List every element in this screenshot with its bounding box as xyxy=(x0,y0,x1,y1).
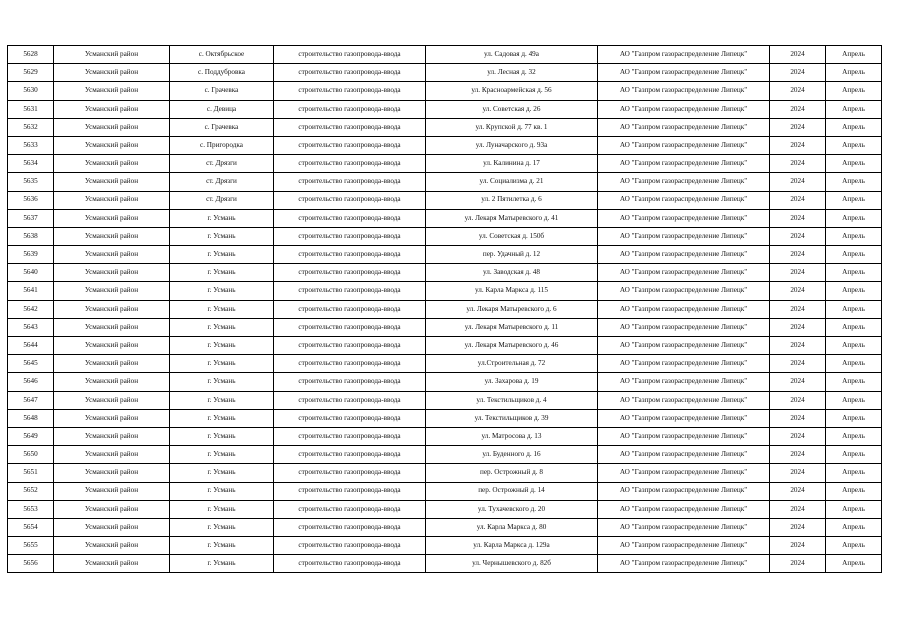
table-row xyxy=(8,100,882,118)
table-row xyxy=(8,173,882,191)
month-cell: Апрель xyxy=(826,173,882,191)
table-row xyxy=(8,118,882,136)
table-row xyxy=(8,318,882,336)
address-cell: ул. Тухачевского д. 20 xyxy=(426,500,598,518)
district-cell: Усманский район xyxy=(54,537,170,555)
work-type-cell: строительство газопровода-ввода xyxy=(274,537,426,555)
row-number-cell: 5651 xyxy=(8,464,54,482)
settlement-cell: г. Усмань xyxy=(170,300,274,318)
district-cell: Усманский район xyxy=(54,446,170,464)
row-number-cell: 5654 xyxy=(8,518,54,536)
month-cell: Апрель xyxy=(826,500,882,518)
month-cell: Апрель xyxy=(826,100,882,118)
table-row xyxy=(8,46,882,64)
work-type-cell: строительство газопровода-ввода xyxy=(274,282,426,300)
work-type-cell: строительство газопровода-ввода xyxy=(274,464,426,482)
district-cell: Усманский район xyxy=(54,46,170,64)
district-cell: Усманский район xyxy=(54,155,170,173)
settlement-cell: с. Грачевка xyxy=(170,118,274,136)
row-number-cell: 5655 xyxy=(8,537,54,555)
work-type-cell: строительство газопровода-ввода xyxy=(274,191,426,209)
address-cell: ул. Буденного д. 16 xyxy=(426,446,598,464)
work-type-cell: строительство газопровода-ввода xyxy=(274,100,426,118)
month-cell: Апрель xyxy=(826,355,882,373)
settlement-cell: г. Усмань xyxy=(170,500,274,518)
table-row xyxy=(8,209,882,227)
table-row xyxy=(8,300,882,318)
organization-cell: АО "Газпром газораспределение Липецк" xyxy=(598,464,770,482)
settlement-cell: г. Усмань xyxy=(170,464,274,482)
address-cell: ул. Матросова д. 13 xyxy=(426,427,598,445)
work-type-cell: строительство газопровода-ввода xyxy=(274,318,426,336)
month-cell: Апрель xyxy=(826,318,882,336)
work-type-cell: строительство газопровода-ввода xyxy=(274,173,426,191)
table-row xyxy=(8,391,882,409)
organization-cell: АО "Газпром газораспределение Липецк" xyxy=(598,518,770,536)
year-cell: 2024 xyxy=(770,282,826,300)
year-cell: 2024 xyxy=(770,427,826,445)
organization-cell: АО "Газпром газораспределение Липецк" xyxy=(598,373,770,391)
organization-cell: АО "Газпром газораспределение Липецк" xyxy=(598,500,770,518)
row-number-cell: 5650 xyxy=(8,446,54,464)
table-row xyxy=(8,537,882,555)
month-cell: Апрель xyxy=(826,82,882,100)
organization-cell: АО "Газпром газораспределение Липецк" xyxy=(598,427,770,445)
district-cell: Усманский район xyxy=(54,373,170,391)
settlement-cell: г. Усмань xyxy=(170,537,274,555)
district-cell: Усманский район xyxy=(54,282,170,300)
organization-cell: АО "Газпром газораспределение Липецк" xyxy=(598,537,770,555)
month-cell: Апрель xyxy=(826,155,882,173)
organization-cell: АО "Газпром газораспределение Липецк" xyxy=(598,264,770,282)
district-cell: Усманский район xyxy=(54,555,170,573)
table-row xyxy=(8,227,882,245)
settlement-cell: ст. Дрязги xyxy=(170,191,274,209)
work-type-cell: строительство газопровода-ввода xyxy=(274,46,426,64)
district-cell: Усманский район xyxy=(54,227,170,245)
row-number-cell: 5630 xyxy=(8,82,54,100)
month-cell: Апрель xyxy=(826,555,882,573)
month-cell: Апрель xyxy=(826,409,882,427)
work-type-cell: строительство газопровода-ввода xyxy=(274,409,426,427)
row-number-cell: 5637 xyxy=(8,209,54,227)
work-type-cell: строительство газопровода-ввода xyxy=(274,118,426,136)
organization-cell: АО "Газпром газораспределение Липецк" xyxy=(598,446,770,464)
settlement-cell: г. Усмань xyxy=(170,555,274,573)
address-cell: ул. Социализма д. 21 xyxy=(426,173,598,191)
address-cell: ул. Лесная д. 32 xyxy=(426,64,598,82)
settlement-cell: г. Усмань xyxy=(170,264,274,282)
address-cell: ул. Заводская д. 48 xyxy=(426,264,598,282)
row-number-cell: 5646 xyxy=(8,373,54,391)
year-cell: 2024 xyxy=(770,500,826,518)
settlement-cell: ст. Дрязги xyxy=(170,155,274,173)
year-cell: 2024 xyxy=(770,464,826,482)
work-type-cell: строительство газопровода-ввода xyxy=(274,155,426,173)
district-cell: Усманский район xyxy=(54,355,170,373)
settlement-cell: г. Усмань xyxy=(170,282,274,300)
row-number-cell: 5633 xyxy=(8,136,54,154)
month-cell: Апрель xyxy=(826,46,882,64)
row-number-cell: 5643 xyxy=(8,318,54,336)
work-type-cell: строительство газопровода-ввода xyxy=(274,136,426,154)
row-number-cell: 5647 xyxy=(8,391,54,409)
district-cell: Усманский район xyxy=(54,136,170,154)
gasification-schedule-table xyxy=(7,45,882,573)
settlement-cell: г. Усмань xyxy=(170,409,274,427)
organization-cell: АО "Газпром газораспределение Липецк" xyxy=(598,355,770,373)
settlement-cell: г. Усмань xyxy=(170,227,274,245)
year-cell: 2024 xyxy=(770,246,826,264)
organization-cell: АО "Газпром газораспределение Липецк" xyxy=(598,118,770,136)
address-cell: ул. Карла Маркса д. 80 xyxy=(426,518,598,536)
organization-cell: АО "Газпром газораспределение Липецк" xyxy=(598,318,770,336)
row-number-cell: 5645 xyxy=(8,355,54,373)
table-row xyxy=(8,500,882,518)
table-row xyxy=(8,464,882,482)
year-cell: 2024 xyxy=(770,482,826,500)
year-cell: 2024 xyxy=(770,555,826,573)
address-cell: ул. Луначарского д. 93а xyxy=(426,136,598,154)
work-type-cell: строительство газопровода-ввода xyxy=(274,427,426,445)
year-cell: 2024 xyxy=(770,136,826,154)
address-cell: ул. Советская д. 26 xyxy=(426,100,598,118)
work-type-cell: строительство газопровода-ввода xyxy=(274,355,426,373)
district-cell: Усманский район xyxy=(54,300,170,318)
row-number-cell: 5640 xyxy=(8,264,54,282)
organization-cell: АО "Газпром газораспределение Липецк" xyxy=(598,155,770,173)
settlement-cell: г. Усмань xyxy=(170,337,274,355)
district-cell: Усманский район xyxy=(54,482,170,500)
table-row xyxy=(8,264,882,282)
district-cell: Усманский район xyxy=(54,100,170,118)
district-cell: Усманский район xyxy=(54,318,170,336)
row-number-cell: 5639 xyxy=(8,246,54,264)
district-cell: Усманский район xyxy=(54,264,170,282)
work-type-cell: строительство газопровода-ввода xyxy=(274,337,426,355)
year-cell: 2024 xyxy=(770,355,826,373)
address-cell: ул. Захарова д. 19 xyxy=(426,373,598,391)
address-cell: ул. Калинина д. 17 xyxy=(426,155,598,173)
year-cell: 2024 xyxy=(770,209,826,227)
address-cell: ул. 2 Пятилетка д. 6 xyxy=(426,191,598,209)
organization-cell: АО "Газпром газораспределение Липецк" xyxy=(598,409,770,427)
work-type-cell: строительство газопровода-ввода xyxy=(274,500,426,518)
year-cell: 2024 xyxy=(770,264,826,282)
month-cell: Апрель xyxy=(826,191,882,209)
settlement-cell: г. Усмань xyxy=(170,446,274,464)
row-number-cell: 5653 xyxy=(8,500,54,518)
organization-cell: АО "Газпром газораспределение Липецк" xyxy=(598,100,770,118)
year-cell: 2024 xyxy=(770,191,826,209)
table-row xyxy=(8,82,882,100)
district-cell: Усманский район xyxy=(54,173,170,191)
month-cell: Апрель xyxy=(826,282,882,300)
month-cell: Апрель xyxy=(826,337,882,355)
year-cell: 2024 xyxy=(770,100,826,118)
district-cell: Усманский район xyxy=(54,391,170,409)
month-cell: Апрель xyxy=(826,264,882,282)
address-cell: ул. Красноармейская д. 56 xyxy=(426,82,598,100)
address-cell: пер. Острожный д. 14 xyxy=(426,482,598,500)
month-cell: Апрель xyxy=(826,136,882,154)
district-cell: Усманский район xyxy=(54,409,170,427)
work-type-cell: строительство газопровода-ввода xyxy=(274,482,426,500)
settlement-cell: ст. Дрязги xyxy=(170,173,274,191)
organization-cell: АО "Газпром газораспределение Липецк" xyxy=(598,136,770,154)
row-number-cell: 5629 xyxy=(8,64,54,82)
organization-cell: АО "Газпром газораспределение Липецк" xyxy=(598,227,770,245)
settlement-cell: г. Усмань xyxy=(170,246,274,264)
district-cell: Усманский район xyxy=(54,64,170,82)
year-cell: 2024 xyxy=(770,300,826,318)
table-row xyxy=(8,373,882,391)
table-row xyxy=(8,555,882,573)
organization-cell: АО "Газпром газораспределение Липецк" xyxy=(598,173,770,191)
settlement-cell: г. Усмань xyxy=(170,355,274,373)
year-cell: 2024 xyxy=(770,227,826,245)
address-cell: ул. Карла Маркса д. 115 xyxy=(426,282,598,300)
address-cell: ул. Лекаря Матыревского д. 41 xyxy=(426,209,598,227)
district-cell: Усманский район xyxy=(54,118,170,136)
row-number-cell: 5644 xyxy=(8,337,54,355)
settlement-cell: г. Усмань xyxy=(170,518,274,536)
row-number-cell: 5628 xyxy=(8,46,54,64)
work-type-cell: строительство газопровода-ввода xyxy=(274,264,426,282)
district-cell: Усманский район xyxy=(54,464,170,482)
year-cell: 2024 xyxy=(770,446,826,464)
year-cell: 2024 xyxy=(770,64,826,82)
organization-cell: АО "Газпром газораспределение Липецк" xyxy=(598,282,770,300)
settlement-cell: г. Усмань xyxy=(170,318,274,336)
settlement-cell: г. Усмань xyxy=(170,482,274,500)
year-cell: 2024 xyxy=(770,409,826,427)
address-cell: ул.Строительная д. 72 xyxy=(426,355,598,373)
organization-cell: АО "Газпром газораспределение Липецк" xyxy=(598,555,770,573)
table-row xyxy=(8,355,882,373)
address-cell: ул. Текстильщиков д. 39 xyxy=(426,409,598,427)
table-row xyxy=(8,518,882,536)
work-type-cell: строительство газопровода-ввода xyxy=(274,209,426,227)
work-type-cell: строительство газопровода-ввода xyxy=(274,373,426,391)
work-type-cell: строительство газопровода-ввода xyxy=(274,246,426,264)
work-type-cell: строительство газопровода-ввода xyxy=(274,446,426,464)
organization-cell: АО "Газпром газораспределение Липецк" xyxy=(598,482,770,500)
month-cell: Апрель xyxy=(826,537,882,555)
table-row xyxy=(8,337,882,355)
table-row xyxy=(8,282,882,300)
month-cell: Апрель xyxy=(826,482,882,500)
year-cell: 2024 xyxy=(770,518,826,536)
table-row xyxy=(8,482,882,500)
month-cell: Апрель xyxy=(826,464,882,482)
row-number-cell: 5636 xyxy=(8,191,54,209)
row-number-cell: 5638 xyxy=(8,227,54,245)
work-type-cell: строительство газопровода-ввода xyxy=(274,82,426,100)
organization-cell: АО "Газпром газораспределение Липецк" xyxy=(598,246,770,264)
settlement-cell: г. Усмань xyxy=(170,391,274,409)
year-cell: 2024 xyxy=(770,118,826,136)
address-cell: ул. Лекаря Матыревского д. 46 xyxy=(426,337,598,355)
month-cell: Апрель xyxy=(826,518,882,536)
address-cell: пер. Удачный д. 12 xyxy=(426,246,598,264)
year-cell: 2024 xyxy=(770,46,826,64)
settlement-cell: с. Девица xyxy=(170,100,274,118)
row-number-cell: 5648 xyxy=(8,409,54,427)
settlement-cell: г. Усмань xyxy=(170,427,274,445)
year-cell: 2024 xyxy=(770,373,826,391)
settlement-cell: с. Грачевка xyxy=(170,82,274,100)
row-number-cell: 5641 xyxy=(8,282,54,300)
organization-cell: АО "Газпром газораспределение Липецк" xyxy=(598,391,770,409)
address-cell: ул. Крупской д. 77 кв. 1 xyxy=(426,118,598,136)
month-cell: Апрель xyxy=(826,227,882,245)
settlement-cell: с. Октябрьское xyxy=(170,46,274,64)
settlement-cell: г. Усмань xyxy=(170,209,274,227)
table-row xyxy=(8,427,882,445)
address-cell: ул. Чернышевского д. 82б xyxy=(426,555,598,573)
work-type-cell: строительство газопровода-ввода xyxy=(274,391,426,409)
year-cell: 2024 xyxy=(770,173,826,191)
organization-cell: АО "Газпром газораспределение Липецк" xyxy=(598,82,770,100)
month-cell: Апрель xyxy=(826,300,882,318)
work-type-cell: строительство газопровода-ввода xyxy=(274,518,426,536)
address-cell: ул. Советская д. 150б xyxy=(426,227,598,245)
organization-cell: АО "Газпром газораспределение Липецк" xyxy=(598,300,770,318)
address-cell: ул. Лекаря Матыревского д. 11 xyxy=(426,318,598,336)
month-cell: Апрель xyxy=(826,391,882,409)
organization-cell: АО "Газпром газораспределение Липецк" xyxy=(598,46,770,64)
settlement-cell: с. Поддубровка xyxy=(170,64,274,82)
year-cell: 2024 xyxy=(770,537,826,555)
organization-cell: АО "Газпром газораспределение Липецк" xyxy=(598,64,770,82)
settlement-cell: с. Пригородка xyxy=(170,136,274,154)
year-cell: 2024 xyxy=(770,391,826,409)
row-number-cell: 5631 xyxy=(8,100,54,118)
address-cell: ул. Текстильщиков д. 4 xyxy=(426,391,598,409)
work-type-cell: строительство газопровода-ввода xyxy=(274,555,426,573)
month-cell: Апрель xyxy=(826,373,882,391)
district-cell: Усманский район xyxy=(54,500,170,518)
month-cell: Апрель xyxy=(826,64,882,82)
table-body xyxy=(8,46,882,573)
year-cell: 2024 xyxy=(770,318,826,336)
table-row xyxy=(8,446,882,464)
month-cell: Апрель xyxy=(826,446,882,464)
settlement-cell: г. Усмань xyxy=(170,373,274,391)
work-type-cell: строительство газопровода-ввода xyxy=(274,300,426,318)
year-cell: 2024 xyxy=(770,337,826,355)
district-cell: Усманский район xyxy=(54,82,170,100)
row-number-cell: 5635 xyxy=(8,173,54,191)
table-row xyxy=(8,246,882,264)
district-cell: Усманский район xyxy=(54,518,170,536)
address-cell: пер. Острожный д. 8 xyxy=(426,464,598,482)
table-row xyxy=(8,191,882,209)
district-cell: Усманский район xyxy=(54,337,170,355)
year-cell: 2024 xyxy=(770,82,826,100)
row-number-cell: 5642 xyxy=(8,300,54,318)
district-cell: Усманский район xyxy=(54,246,170,264)
address-cell: ул. Садовая д. 49а xyxy=(426,46,598,64)
work-type-cell: строительство газопровода-ввода xyxy=(274,227,426,245)
row-number-cell: 5649 xyxy=(8,427,54,445)
row-number-cell: 5656 xyxy=(8,555,54,573)
month-cell: Апрель xyxy=(826,118,882,136)
address-cell: ул. Карла Маркса д. 129а xyxy=(426,537,598,555)
work-type-cell: строительство газопровода-ввода xyxy=(274,64,426,82)
table-row xyxy=(8,155,882,173)
organization-cell: АО "Газпром газораспределение Липецк" xyxy=(598,209,770,227)
row-number-cell: 5634 xyxy=(8,155,54,173)
month-cell: Апрель xyxy=(826,209,882,227)
organization-cell: АО "Газпром газораспределение Липецк" xyxy=(598,191,770,209)
organization-cell: АО "Газпром газораспределение Липецк" xyxy=(598,337,770,355)
table-row xyxy=(8,409,882,427)
table-row xyxy=(8,64,882,82)
row-number-cell: 5632 xyxy=(8,118,54,136)
year-cell: 2024 xyxy=(770,155,826,173)
table-row xyxy=(8,136,882,154)
month-cell: Апрель xyxy=(826,246,882,264)
address-cell: ул. Лекаря Матыревского д. 6 xyxy=(426,300,598,318)
month-cell: Апрель xyxy=(826,427,882,445)
district-cell: Усманский район xyxy=(54,191,170,209)
district-cell: Усманский район xyxy=(54,427,170,445)
district-cell: Усманский район xyxy=(54,209,170,227)
row-number-cell: 5652 xyxy=(8,482,54,500)
